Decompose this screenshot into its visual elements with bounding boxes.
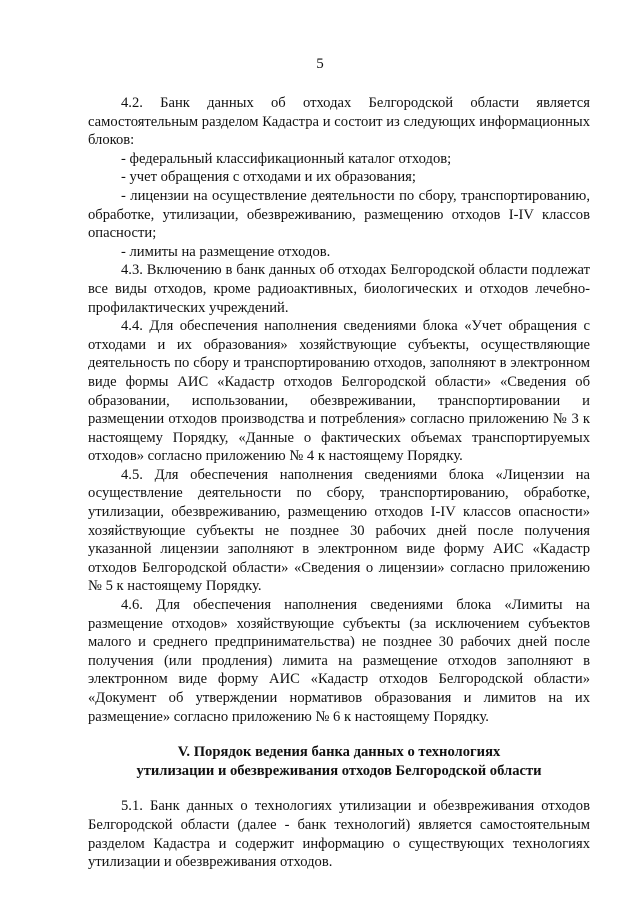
paragraph-4-4: 4.4. Для обеспечения наполнения сведениями блока «Учет обращения с отходами и их образования» хозяйствующие субъекты, осуществляющие деятельность по сбору и транспортированию отходов, заполняют в электронном виде формы АИС «Кадастр отходов Белгородской области» «Сведения об образовании, использовании, обезвреживании, транспортировании и размещении отходов производства и потребления» согласно приложению № 3 к настоящему Порядку, «Данные о фактических объемах транспортируемых отходов» согласно приложению № 4 к настоящему Порядку.: [88, 318, 590, 465]
paragraph-5-1: 5.1. Банк данных о технологиях утилизации и обезвреживания отходов Белгородской области (далее - банк технологий) является самостоятельным разделом Кадастра и содержит информацию о существующих технологиях утилизации и обезвреживания отходов.: [88, 798, 590, 871]
paragraph-4-3: 4.3. Включению в банк данных об отходах Белгородской области подлежат все виды отходов, кроме радиоактивных, биологических и отходов лечебно-профилактических учреждений.: [88, 262, 590, 316]
paragraph-4-2: 4.2. Банк данных об отходах Белгородской области является самостоятельным разделом Кадастра и состоит из следующих информационных блоков:: [88, 95, 590, 149]
paragraph-4-5: 4.5. Для обеспечения наполнения сведениями блока «Лицензии на осуществление деятельности по сбору, транспортированию, обработке, утилизации, обезвреживанию, размещению отходов I-IV классов опасности» хозяйствующие субъекты не позднее 30 рабочих дней после получения указанной лицензии заполняют в электронном виде форму АИС «Кадастр отходов Белгородской области» «Сведения о лицензии» согласно приложению № 5 к настоящему Порядку.: [88, 466, 590, 595]
paragraph-4-6: 4.6. Для обеспечения наполнения сведениями блока «Лимиты на размещение отходов» хозяйствующие субъекты (за исключением субъектов малого и среднего предпринимательства) не позднее 30 рабочих дней после получения (или продления) лимита на размещение отходов заполняют в электронном виде форму АИС «Кадастр отходов Белгородской области» «Документ об утверждении нормативов образования и лимитов на их размещение» согласно приложению № 6 к настоящему Порядку.: [88, 597, 590, 725]
section-heading-line: V. Порядок ведения банка данных о технологиях: [177, 744, 501, 761]
page-number: 5: [316, 56, 324, 72]
list-item: - лицензии на осуществление деятельности по сбору, транспортированию, обработке, утилизации, обезвреживанию, размещению отходов I-IV классов опасности;: [88, 187, 590, 242]
section-5-heading: [88, 743, 590, 780]
list-item: - федеральный классификационный каталог отходов;: [121, 150, 452, 167]
section-heading-line: утилизации и обезвреживания отходов Белгородской области: [136, 762, 542, 779]
list-item: - лимиты на размещение отходов.: [121, 243, 331, 260]
document-body: [88, 94, 590, 872]
list-item: - учет обращения с отходами и их образования;: [121, 169, 416, 186]
